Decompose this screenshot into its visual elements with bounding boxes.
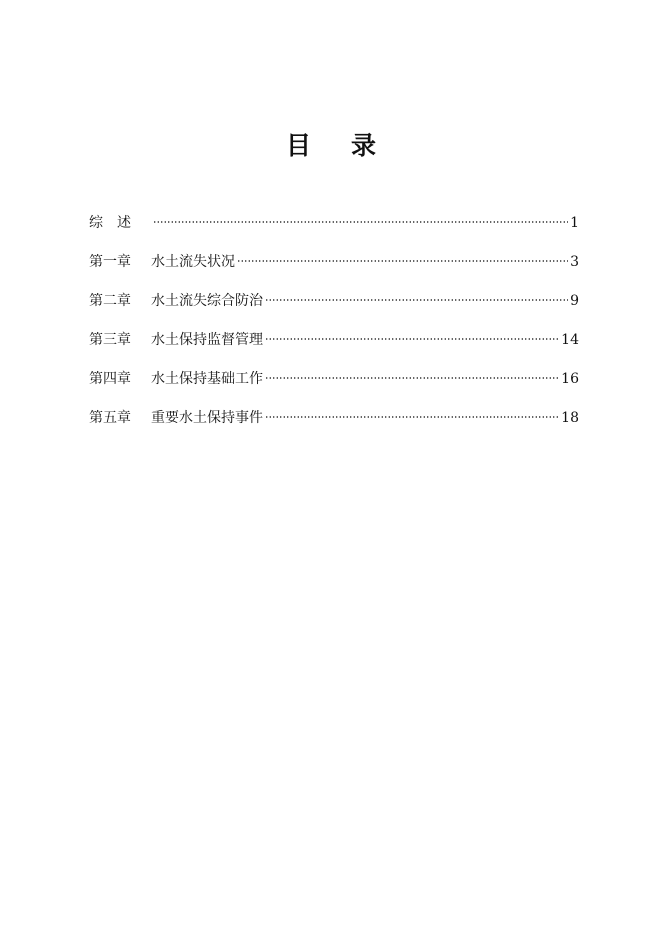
- toc-page-number: 14: [561, 332, 579, 348]
- toc-dot-leader: [265, 377, 559, 379]
- toc-page-number: 16: [561, 371, 579, 387]
- toc-chapter-label: 综 述: [89, 215, 131, 231]
- toc-entry-chapter-1[interactable]: [89, 249, 579, 288]
- toc-dot-leader: [265, 299, 568, 301]
- toc-page-number: 9: [570, 293, 579, 309]
- toc-chapter-label: 第三章: [89, 332, 131, 348]
- table-of-contents: [89, 210, 579, 444]
- toc-entry-chapter-3[interactable]: [89, 327, 579, 366]
- toc-page-number: 3: [570, 254, 579, 270]
- page-title: [0, 128, 662, 164]
- title-char-2: 录: [351, 131, 377, 160]
- toc-entry-overview[interactable]: [89, 210, 579, 249]
- toc-entry-chapter-2[interactable]: [89, 288, 579, 327]
- toc-entry-chapter-5[interactable]: [89, 405, 579, 444]
- toc-chapter-title: 水土流失状况: [151, 254, 235, 270]
- toc-dot-leader: [265, 416, 559, 418]
- toc-dot-leader: [265, 338, 559, 340]
- toc-chapter-label: 第一章: [89, 254, 131, 270]
- title-char-1: 目: [285, 131, 311, 160]
- toc-chapter-label: 第四章: [89, 371, 131, 387]
- toc-page-number: 1: [570, 215, 579, 231]
- toc-page-number: 18: [561, 410, 579, 426]
- toc-entry-chapter-4[interactable]: [89, 366, 579, 405]
- toc-chapter-label: 第二章: [89, 293, 131, 309]
- toc-chapter-title: 重要水土保持事件: [151, 410, 263, 426]
- toc-dot-leader: [153, 221, 568, 223]
- toc-dot-leader: [237, 260, 568, 262]
- toc-chapter-title: 水土保持基础工作: [151, 371, 263, 387]
- toc-chapter-label: 第五章: [89, 410, 131, 426]
- toc-chapter-title: 水土保持监督管理: [151, 332, 263, 348]
- toc-chapter-title: 水土流失综合防治: [151, 293, 263, 309]
